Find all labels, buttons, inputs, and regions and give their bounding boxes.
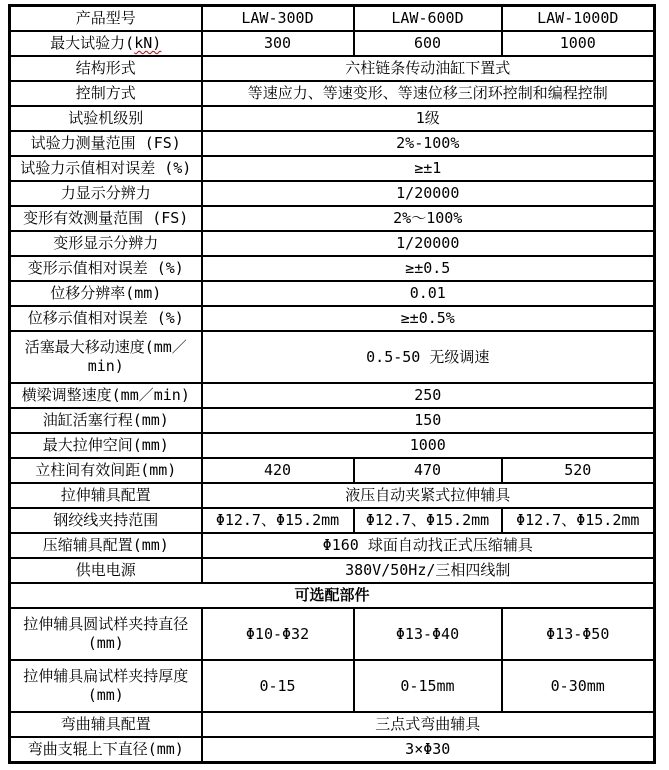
spec-value-cell: 250 [202,383,655,408]
table-row [10,408,655,433]
table-row [10,383,655,408]
table-row [10,483,655,508]
spec-value-cell: 0-15 [202,660,354,712]
table-row [10,533,655,558]
table-row [10,737,655,763]
table-row [10,458,655,483]
spec-value-cell: 三点式弯曲辅具 [202,712,655,737]
row-label: 试验机级别 [10,106,202,131]
spec-value-cell: 520 [502,458,655,483]
spec-value-cell: 0-30mm [502,660,655,712]
spec-value-cell: Φ12.7、Φ15.2mm [354,508,502,533]
spec-value-cell: 液压自动夹紧式拉伸辅具 [202,483,655,508]
table-row [10,712,655,737]
spellcheck-squiggle-text: kN) [134,34,162,53]
table-row [10,433,655,458]
spec-value-cell: ≥±0.5% [202,306,655,331]
spec-value-cell: 2%-100% [202,131,655,156]
table-row [10,508,655,533]
spec-value-cell: 1000 [502,31,655,56]
table-row [10,558,655,583]
table-row [10,231,655,256]
row-label: 拉伸辅具扁试样夹持厚度(mm) [10,660,202,712]
spec-value-cell: 六柱链条传动油缸下置式 [202,56,655,81]
spec-value-cell: 1/20000 [202,231,655,256]
row-label: 弯曲辅具配置 [10,712,202,737]
row-label: 变形有效测量范围 (FS) [10,206,202,231]
row-label: 横梁调整速度(mm／min) [10,383,202,408]
row-label: 试验力测量范围 (FS) [10,131,202,156]
row-label: 控制方式 [10,81,202,106]
table-row [10,181,655,206]
spec-value-cell: 2%～100% [202,206,655,231]
row-label: 变形显示分辨力 [10,231,202,256]
spec-value-cell: 600 [354,31,502,56]
table-row [10,56,655,81]
spec-value-cell: LAW-1000D [502,6,655,32]
row-label: 活塞最大移动速度(mm／min) [10,331,202,383]
table-row [10,206,655,231]
spec-value-cell: Φ160 球面自动找正式压缩辅具 [202,533,655,558]
spec-value-cell: Φ10-Φ32 [202,608,354,660]
spec-table-body [10,6,655,763]
spec-value-cell: 470 [354,458,502,483]
spec-value-cell: 0.5-50 无级调速 [202,331,655,383]
table-row [10,331,655,383]
spec-value-cell: 420 [202,458,354,483]
spec-value-cell: 300 [202,31,354,56]
spec-value-cell: Φ13-Φ50 [502,608,655,660]
spec-value-cell: 380V/50Hz/三相四线制 [202,558,655,583]
row-label: 最大拉伸空间(mm) [10,433,202,458]
row-label: 弯曲支辊上下直径(mm) [10,737,202,763]
table-row [10,583,655,608]
table-row [10,660,655,712]
row-label: 位移示值相对误差 (%) [10,306,202,331]
spec-value-cell: LAW-600D [354,6,502,32]
row-label: 产品型号 [10,6,202,32]
product-spec-table [8,4,656,764]
row-label: 结构形式 [10,56,202,81]
table-row [10,156,655,181]
spec-value-cell: 1/20000 [202,181,655,206]
row-label: 压缩辅具配置(mm) [10,533,202,558]
table-row [10,281,655,306]
table-row [10,608,655,660]
spec-value-cell: 1级 [202,106,655,131]
table-row [10,31,655,56]
spec-value-cell: 0.01 [202,281,655,306]
row-label: 力显示分辨力 [10,181,202,206]
spec-value-cell: 3×Φ30 [202,737,655,763]
row-label: 试验力示值相对误差 (%) [10,156,202,181]
row-label: 拉伸辅具配置 [10,483,202,508]
row-label: 位移分辨率(mm) [10,281,202,306]
spec-value-cell: ≥±0.5 [202,256,655,281]
table-row [10,6,655,32]
spec-value-cell: 等速应力、等速变形、等速位移三闭环控制和编程控制 [202,81,655,106]
row-label: 钢绞线夹持范围 [10,508,202,533]
row-label-text: 最大试验力( [50,34,135,53]
row-label: 变形示值相对误差 (%) [10,256,202,281]
spec-value-cell: LAW-300D [202,6,354,32]
table-row [10,256,655,281]
table-row [10,306,655,331]
table-row [10,131,655,156]
row-label: 拉伸辅具圆试样夹持直径(mm) [10,608,202,660]
row-label: 供电电源 [10,558,202,583]
spec-value-cell: Φ13-Φ40 [354,608,502,660]
table-row [10,106,655,131]
table-row [10,81,655,106]
row-label: 立柱间有效间距(mm) [10,458,202,483]
spec-value-cell: 1000 [202,433,655,458]
row-label [10,31,202,56]
spec-value-cell: Φ12.7、Φ15.2mm [502,508,655,533]
spec-value-cell: Φ12.7、Φ15.2mm [202,508,354,533]
section-header: 可选配部件 [10,583,655,608]
spec-value-cell: 0-15mm [354,660,502,712]
spec-value-cell: 150 [202,408,655,433]
row-label: 油缸活塞行程(mm) [10,408,202,433]
spec-value-cell: ≥±1 [202,156,655,181]
